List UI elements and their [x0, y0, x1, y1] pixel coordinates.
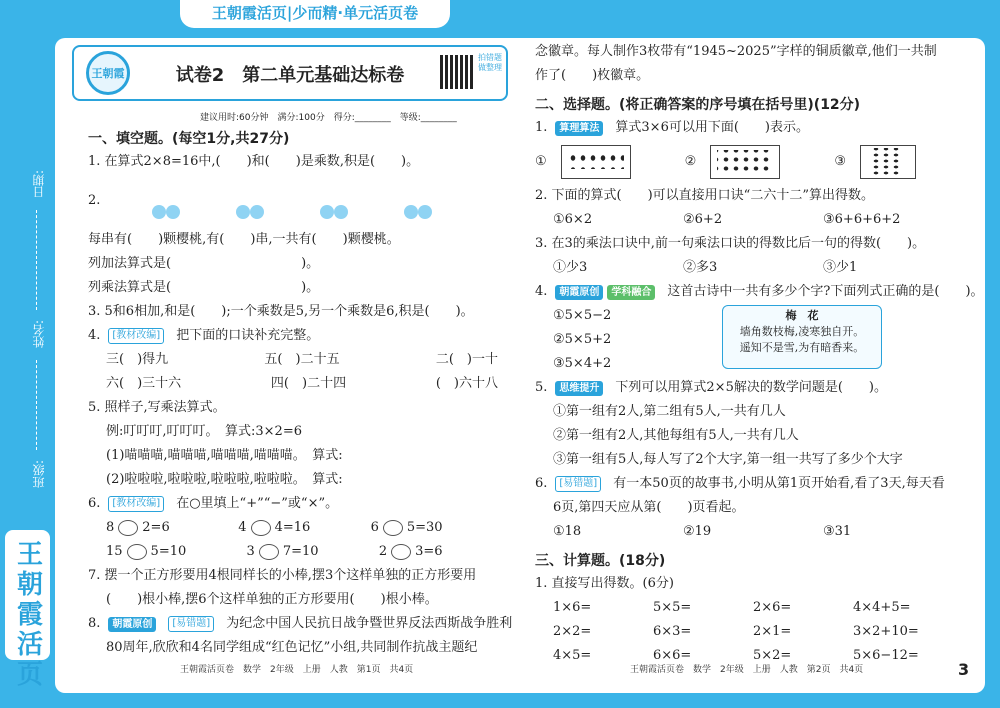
calc-title: 1. 直接写出得数。(6分) — [535, 576, 674, 591]
rhyme-row-1: 三( )得九 五( )二十五 二( )一十 — [106, 352, 498, 367]
blank-circle-icon[interactable] — [391, 544, 411, 560]
dot-array-3x6-icon — [710, 145, 780, 179]
choice-5-opt-2: ②第一组有2人,其他每组有5人,一共有几人 — [553, 428, 799, 443]
blank-circle-icon[interactable] — [127, 544, 147, 560]
cherry-icon — [402, 181, 436, 221]
choice-2-options: ①6×2 ②6+2 ③6+6+6+2 — [553, 212, 901, 227]
choice-6-options: ①18 ②19 ③31 — [553, 524, 852, 539]
choice-4-opt-3: ③5×4+2 — [553, 356, 612, 371]
question-7a: 7. 摆一个正方形要用4根同样长的小棒,摆3个这样单独的正方形要用 — [88, 568, 477, 583]
choice-4-opt-2: ②5×5+2 — [553, 332, 612, 347]
dot-array-2x6-icon — [561, 145, 631, 179]
question-1: 1. 在算式2×8=16中,( )和( )是乘数,积是( )。 — [88, 154, 420, 169]
section-choice: 二、选择题。(将正确答案的序号填在括号里)(12分) — [535, 97, 861, 113]
choice-4-opt-1: ①5×5−2 — [553, 308, 612, 323]
q8-cont-1: 念徽章。每人制作3枚带有“1945~2025”字样的铜质徽章,他们一共制 — [535, 44, 937, 59]
question-7b: ( )根小棒,摆6个这样单独的正方形要用( )根小棒。 — [106, 592, 438, 607]
question-5: 5. 照样子,写乘法算式。 — [88, 400, 226, 415]
question-2b: 列加法算式是( )。 — [88, 256, 320, 271]
page-number: 3 — [958, 660, 970, 679]
question-8: 8. 朝霞原创 [易错题] 为纪念中国人民抗日战争暨世界反法西斯战争胜利 — [88, 616, 513, 631]
question-5b: (2)啦啦啦,啦啦啦,啦啦啦,啦啦啦。 算式: — [106, 472, 343, 487]
class-label: 班级: — [32, 460, 46, 489]
example: 例:叮叮叮,叮叮叮。 算式:3×2=6 — [106, 424, 302, 439]
question-4: 4. [教材改编] 把下面的口诀补充完整。 — [88, 328, 320, 343]
qr-code-icon[interactable] — [440, 55, 474, 89]
blank-circle-icon[interactable] — [118, 520, 138, 536]
choice-1: 1. 算理算法 算式3×6可以用下面( )表示。 — [535, 120, 809, 135]
section-fill: 一、填空题。(每空1分,共27分) — [88, 131, 290, 147]
name-label: 姓名: — [32, 320, 46, 349]
choice-1-options: ① ② ③ — [535, 140, 965, 184]
date-label: 日期: — [32, 170, 46, 199]
series-banner: 王朝霞活页|少而精·单元活页卷 — [180, 0, 450, 28]
calc-grid: 1×6= 5×5= 2×6= 4×4+5= 2×2= 6×3= 2×1= 3×2+10= 4×5= 6×6= 5×2= 5×6−12= — [553, 600, 919, 663]
question-3: 3. 5和6相加,和是( );一个乘数是5,另一个乘数是6,积是( )。 — [88, 304, 474, 319]
left-column — [88, 126, 513, 660]
choice-4: 4. 朝霞原创 学科融合 这首古诗中一共有多少个字?下面列式正确的是( )。 — [535, 284, 984, 299]
footer-left: 王朝霞活页卷 数学 2年级 上册 人教 第1页 共4页 — [180, 665, 414, 675]
choice-3-options: ①少3 ②多3 ③少1 — [553, 260, 858, 275]
page-title: 试卷2 第二单元基础达标卷 — [175, 65, 405, 86]
blank-circle-icon[interactable] — [259, 544, 279, 560]
qr-note: 拍错题 做整理 — [478, 53, 502, 72]
exam-meta: 建议用时:60分钟 满分:100分 得分:________ 等级:________ — [200, 113, 457, 123]
choice-3: 3. 在3的乘法口诀中,前一句乘法口诀的得数比后一句的得数( )。 — [535, 236, 926, 251]
question-5a: (1)喵喵喵,喵喵喵,喵喵喵,喵喵喵。 算式: — [106, 448, 343, 463]
question-8b: 80周年,欣欣和4名同学组成“红色记忆”小组,共同制作抗战主题纪 — [106, 640, 478, 655]
publisher-logo-icon: 王朝霞 — [86, 51, 130, 95]
cherry-icon — [150, 181, 184, 221]
question-6: 6. [教材改编] 在○里填上“+”“−”或“×”。 — [88, 496, 339, 511]
choice-2: 2. 下面的算式( )可以直接用口诀“二六十二”算出得数。 — [535, 188, 874, 203]
choice-5-opt-1: ①第一组有2人,第二组有5人,一共有几人 — [553, 404, 786, 419]
choice-5-opt-3: ③第一组有5人,每人写了2个大字,第一组一共写了多少个大字 — [553, 452, 903, 467]
cherry-icon — [234, 181, 268, 221]
blank-circle-icon[interactable] — [383, 520, 403, 536]
cherry-icon — [318, 181, 352, 221]
dot-array-6x3-icon — [860, 145, 916, 179]
choice-5: 5. 思维提升 下列可以用算式2×5解决的数学问题是( )。 — [535, 380, 887, 395]
rhyme-row-2: 六( )三十六 四( )二十四 ( )六十八 — [106, 376, 498, 391]
exam-header — [72, 45, 508, 101]
symbol-row-1: 8 2=6 4 4=16 6 5=30 — [106, 520, 443, 535]
question-2c: 列乘法算式是( )。 — [88, 280, 320, 295]
section-calc: 三、计算题。(18分) — [535, 553, 666, 569]
footer-right: 王朝霞活页卷 数学 2年级 上册 人教 第2页 共4页 — [630, 665, 864, 675]
question-2: 2. — [88, 174, 508, 228]
q8-cont-2: 作了( )枚徽章。 — [535, 68, 650, 83]
brand-logo: 王朝霞活页 — [16, 540, 43, 690]
symbol-row-2: 15 5=10 3 7=10 2 3=6 — [106, 544, 443, 559]
question-2a: 每串有( )颗樱桃,有( )串,一共有( )颗樱桃。 — [88, 232, 400, 247]
blank-circle-icon[interactable] — [251, 520, 271, 536]
poem-box: 梅 花 墙角数枝梅,凌寒独自开。 遥知不是雪,为有暗香来。 — [722, 305, 882, 369]
choice-6b: 6页,第四天应从第( )页看起。 — [553, 500, 745, 515]
choice-6: 6. [易错题] 有一本50页的故事书,小明从第1页开始看,看了3天,每天看 — [535, 476, 945, 491]
